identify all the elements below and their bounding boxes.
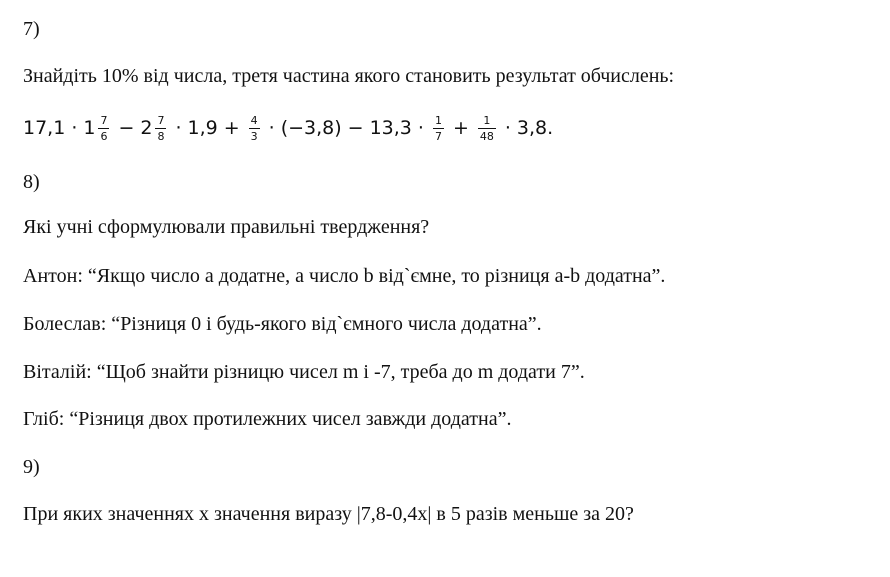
fraction bbox=[433, 114, 444, 143]
statement-hlib: Гліб: “Різниця двох протилежних чисел завжди додатна”. bbox=[23, 408, 512, 430]
formula-operator: + bbox=[223, 117, 240, 139]
formula-term: 13,3 bbox=[369, 117, 412, 139]
fraction-denominator: 48 bbox=[479, 129, 494, 143]
formula-operator: − bbox=[347, 117, 364, 139]
fraction bbox=[478, 114, 496, 143]
formula-term: (−3,8) bbox=[280, 117, 342, 139]
formula-term: 3,8. bbox=[516, 117, 554, 139]
fraction-denominator: 8 bbox=[157, 129, 165, 143]
formula-operator: + bbox=[452, 117, 469, 139]
formula-operator: · bbox=[268, 117, 275, 139]
formula-operator: · bbox=[417, 117, 424, 139]
formula-term: 17,1 bbox=[23, 117, 66, 139]
statement-boleslav: Болеслав: “Різниця 0 і будь-якого від`ємного числа додатна”. bbox=[23, 313, 542, 335]
task-9-number: 9) bbox=[23, 456, 40, 478]
mixed-number-whole: 2 bbox=[140, 117, 153, 139]
task-9-question: При яких значеннях х значення виразу |7,8-0,4x| в 5 разів меньше за 20? bbox=[23, 503, 634, 525]
formula-term: 1,9 bbox=[187, 117, 218, 139]
statement-anton: Антон: “Якщо число a додатне, а число b від`ємне, то різниця a-b додатна”. bbox=[23, 265, 666, 287]
fraction-numerator: 4 bbox=[250, 113, 258, 127]
task-8-question: Які учні сформулювали правильні твердження? bbox=[23, 216, 430, 238]
formula-operator: · bbox=[71, 117, 78, 139]
fraction-denominator: 6 bbox=[100, 129, 108, 143]
formula-operator: · bbox=[175, 117, 182, 139]
task-7-formula bbox=[23, 104, 553, 152]
fraction bbox=[155, 114, 166, 143]
fraction bbox=[249, 114, 260, 143]
fraction-numerator: 7 bbox=[100, 113, 108, 127]
fraction-numerator: 1 bbox=[483, 113, 491, 127]
task-8-number: 8) bbox=[23, 171, 40, 193]
statement-vitaliy: Віталій: “Щоб знайти різницю чисел m і -7, треба до m додати 7”. bbox=[23, 361, 585, 383]
task-7-question: Знайдіть 10% від числа, третя частина якого становить результат обчислень: bbox=[23, 65, 675, 87]
fraction-numerator: 7 bbox=[157, 113, 165, 127]
fraction bbox=[98, 114, 109, 143]
formula-operator: − bbox=[118, 117, 135, 139]
fraction-numerator: 1 bbox=[434, 113, 442, 127]
fraction-denominator: 7 bbox=[434, 129, 442, 143]
task-7-number: 7) bbox=[23, 18, 40, 40]
mixed-number-whole: 1 bbox=[83, 117, 96, 139]
formula-operator: · bbox=[504, 117, 511, 139]
fraction-denominator: 3 bbox=[250, 129, 258, 143]
